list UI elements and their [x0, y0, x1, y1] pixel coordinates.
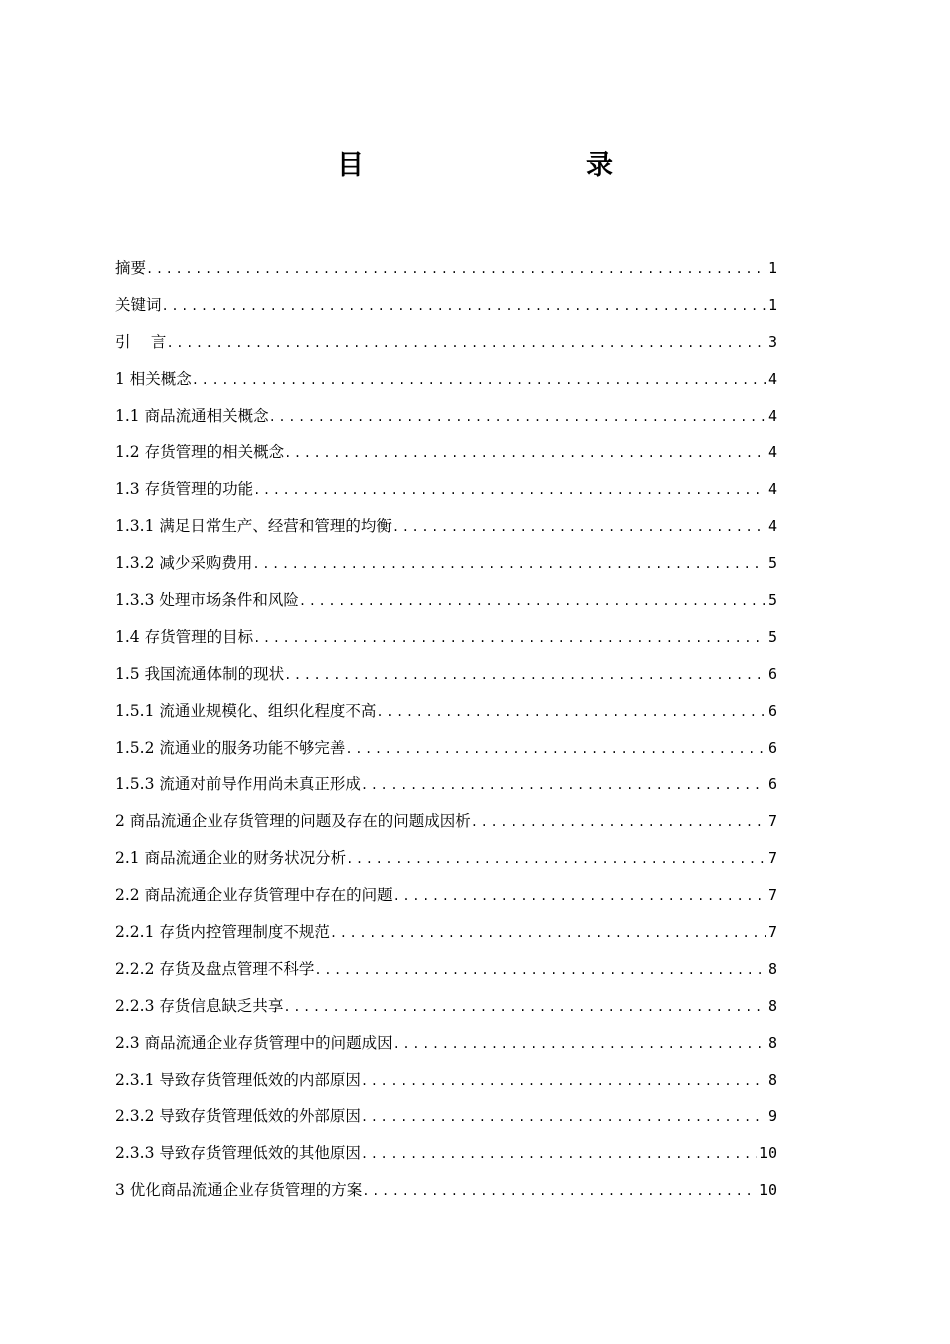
toc-entry-page-number: 5	[767, 554, 777, 573]
toc-entry-label: 1.1 商品流通相关概念	[115, 406, 269, 425]
toc-entry-label: 2.1 商品流通企业的财务状况分析	[115, 849, 347, 868]
toc-entry[interactable]	[115, 693, 777, 730]
toc-entry-page-number: 4	[767, 406, 777, 425]
toc-entry-page-number: 8	[767, 959, 777, 978]
toc-leader-dots	[330, 915, 766, 952]
toc-leader-dots	[361, 1099, 766, 1136]
toc-entry-label: 1.5 我国流通体制的现状	[115, 664, 285, 683]
toc-entry[interactable]	[115, 951, 777, 988]
toc-entry-page-number: 10	[758, 1144, 777, 1163]
toc-entry-label: 1.3.2 减少采购费用	[115, 554, 253, 573]
toc-leader-dots	[284, 435, 766, 472]
toc-leader-dots	[393, 878, 766, 915]
toc-entry-page-number: 3	[767, 332, 777, 351]
toc-entry[interactable]	[115, 766, 777, 803]
toc-leader-dots	[269, 399, 766, 436]
toc-leader-dots	[346, 841, 766, 878]
toc-entry-page-number: 6	[767, 738, 777, 757]
toc-leader-dots	[362, 1173, 757, 1210]
toc-entry[interactable]	[115, 434, 777, 471]
toc-entry-page-number: 7	[767, 849, 777, 868]
toc-leader-dots	[192, 362, 766, 399]
toc-entry[interactable]	[115, 1098, 777, 1135]
toc-entry-page-number: 10	[758, 1181, 777, 1200]
toc-leader-dots	[166, 325, 766, 362]
toc-entry-label: 2.3.1 导致存货管理低效的内部原因	[115, 1070, 361, 1089]
toc-entry[interactable]	[115, 656, 777, 693]
toc-leader-dots	[162, 288, 766, 325]
toc-entry[interactable]	[115, 914, 777, 951]
toc-leader-dots	[299, 583, 766, 620]
toc-entry[interactable]	[115, 619, 777, 656]
toc-entry-label: 2.2.2 存货及盘点管理不科学	[115, 959, 315, 978]
toc-leader-dots	[253, 620, 766, 657]
toc-leader-dots	[252, 546, 766, 583]
toc-entry[interactable]	[115, 730, 777, 767]
toc-entry-page-number: 4	[767, 443, 777, 462]
toc-entry-label: 3 优化商品流通企业存货管理的方案	[115, 1181, 363, 1200]
toc-entry-page-number: 8	[767, 1070, 777, 1089]
toc-entry-page-number: 9	[767, 1107, 777, 1126]
toc-entry-label: 2 商品流通企业存货管理的问题及存在的问题成因析	[115, 812, 471, 831]
toc-entry-page-number: 4	[767, 517, 777, 536]
toc-entry-label: 1.2 存货管理的相关概念	[115, 443, 285, 462]
toc-entry-label: 2.2.1 存货内控管理制度不规范	[115, 923, 330, 942]
toc-leader-dots	[314, 952, 766, 989]
toc-entry-page-number: 8	[767, 1033, 777, 1052]
toc-leader-dots	[392, 509, 766, 546]
toc-entry-page-number: 1	[767, 295, 777, 314]
toc-leader-dots	[361, 767, 766, 804]
toc-entry-page-number: 4	[767, 480, 777, 499]
toc-leader-dots	[361, 1136, 757, 1173]
toc-entry-page-number: 5	[767, 627, 777, 646]
toc-entry[interactable]	[115, 1172, 777, 1209]
toc-entry-label: 1.5.2 流通业的服务功能不够完善	[115, 738, 346, 757]
toc-entry[interactable]	[115, 545, 777, 582]
toc-entry-page-number: 6	[767, 701, 777, 720]
toc-leader-dots	[146, 251, 766, 288]
toc-leader-dots	[253, 472, 766, 509]
toc-entry[interactable]	[115, 840, 777, 877]
toc-entry[interactable]	[115, 1025, 777, 1062]
toc-entry[interactable]	[115, 1135, 777, 1172]
toc-entry-page-number: 6	[767, 775, 777, 794]
toc-entry-label: 1.5.1 流通业规模化、组织化程度不高	[115, 701, 377, 720]
toc-leader-dots	[361, 1063, 766, 1100]
toc-entry-label: 1.4 存货管理的目标	[115, 627, 254, 646]
toc-entry-label: 2.3.2 导致存货管理低效的外部原因	[115, 1107, 361, 1126]
toc-entry[interactable]	[115, 398, 777, 435]
toc-entry[interactable]	[115, 361, 777, 398]
toc-entry[interactable]	[115, 287, 777, 324]
toc-entry-label: 1.3 存货管理的功能	[115, 480, 254, 499]
toc-entry[interactable]	[115, 877, 777, 914]
toc-entry-label: 2.3.3 导致存货管理低效的其他原因	[115, 1144, 361, 1163]
toc-entry-label: 1.5.3 流通对前导作用尚未真正形成	[115, 775, 361, 794]
toc-entry-page-number: 7	[767, 886, 777, 905]
toc-title: 目 录	[337, 150, 669, 181]
toc-entry-label: 2.2 商品流通企业存货管理中存在的问题	[115, 886, 393, 905]
toc-entry-label: 2.3 商品流通企业存货管理中的问题成因	[115, 1033, 393, 1052]
toc-entry-page-number: 1	[767, 259, 777, 277]
toc-entry-page-number: 4	[767, 369, 777, 388]
toc-leader-dots	[283, 989, 766, 1026]
toc-entry[interactable]	[115, 803, 777, 840]
toc-leader-dots	[376, 694, 766, 731]
toc-leader-dots	[471, 804, 766, 841]
toc-leader-dots	[393, 1026, 766, 1063]
toc-entry[interactable]	[115, 508, 777, 545]
toc-entry[interactable]	[115, 324, 777, 361]
toc-entry[interactable]	[115, 582, 777, 619]
toc-entry[interactable]	[115, 1062, 777, 1099]
toc-entry-page-number: 6	[767, 664, 777, 683]
toc-leader-dots	[284, 657, 766, 694]
toc-entry-label: 1.3.3 处理市场条件和风险	[115, 591, 299, 610]
toc-entry-label: 1 相关概念	[115, 369, 192, 388]
toc-list	[115, 250, 777, 1209]
toc-leader-dots	[345, 731, 766, 768]
toc-entry-page-number: 5	[767, 591, 777, 610]
toc-entry-label: 1.3.1 满足日常生产、经营和管理的均衡	[115, 517, 392, 536]
toc-entry-page-number: 7	[767, 812, 777, 831]
toc-entry[interactable]	[115, 988, 777, 1025]
toc-entry-page-number: 7	[767, 923, 777, 942]
toc-entry-label: 引 言	[115, 332, 167, 351]
toc-entry-label: 2.2.3 存货信息缺乏共享	[115, 996, 284, 1015]
toc-entry-label: 关键词	[115, 295, 162, 314]
toc-entry[interactable]	[115, 250, 777, 287]
toc-entry-label: 摘要	[115, 259, 147, 277]
toc-entry[interactable]	[115, 471, 777, 508]
toc-entry-page-number: 8	[767, 996, 777, 1015]
